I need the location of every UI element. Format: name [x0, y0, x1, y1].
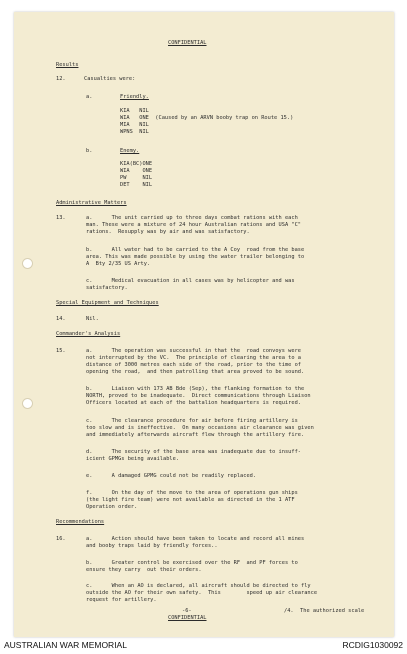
- archive-record-id: RCDIG1030092: [342, 640, 403, 650]
- para-line: and immediately afterwards aircraft flew through the artillery fire.: [86, 432, 305, 438]
- para-line: request for artillery.: [86, 597, 157, 603]
- friendly-heading: Friendly.: [120, 94, 149, 100]
- para-line: rations. Resupply was by air and was satisfactory.: [86, 229, 250, 235]
- page-number: -6-: [182, 608, 192, 614]
- para-number: 12.: [56, 76, 66, 82]
- casualty-row: MIA NIL: [120, 122, 149, 128]
- para-number: 15.: [56, 348, 66, 354]
- section-heading-admin: Administrative Matters: [56, 200, 127, 206]
- para-line: b. Liaison with 173 AB Bde (Sep), the flanking formation to the: [86, 386, 305, 392]
- para-text: Nil.: [86, 316, 99, 322]
- para-number: 13.: [56, 215, 66, 221]
- para-line: b. All water had to be carried to the A Coy road from the base: [86, 247, 305, 253]
- para-line: area. This was made possible by using the water trailer belonging to: [86, 254, 305, 260]
- para-line: distance of 3000 metres each side of the road, prior to the time of: [86, 362, 302, 368]
- para-line: opening the road, and then patrolling that area proved to be sound.: [86, 369, 305, 375]
- para-line: c. When an AO is declared, all aircraft should be directed to fly: [86, 583, 311, 589]
- archive-source: AUSTRALIAN WAR MEMORIAL: [4, 640, 127, 650]
- para-line: Officers located at each of the battalion headquarters is required.: [86, 400, 302, 406]
- para-line: satisfactory.: [86, 285, 128, 291]
- para-line: NORTH, proved to be inadequate. Direct communications through Liaison: [86, 393, 311, 399]
- classification-header: CONFIDENTIAL: [168, 40, 207, 46]
- para-line: a. The unit carried up to three days combat rations with each: [86, 215, 298, 221]
- sub-label: a.: [86, 94, 93, 100]
- enemy-heading: Enemy.: [120, 148, 140, 154]
- para-line: (the light fire team) were not available as directed in the 1 ATF: [86, 497, 295, 503]
- para-line: man. These were a mixture of 24 hour Australian rations and USA "C": [86, 222, 302, 228]
- para-text: Casualties were:: [84, 76, 136, 82]
- para-line: b. Greater control be exercised over the RF and PF forces to: [86, 560, 298, 566]
- para-number: 14.: [56, 316, 66, 322]
- para-line: too slow and is ineffective. On many occasions air clearance was given: [86, 425, 314, 431]
- section-heading-recommendations: Recommendations: [56, 519, 105, 525]
- para-line: f. On the day of the move to the area of operations gun ships: [86, 490, 298, 496]
- sub-label: b.: [86, 148, 93, 154]
- section-heading-results: Results: [56, 62, 79, 68]
- para-line: c. The clearance procedure for air before firing artillery is: [86, 418, 298, 424]
- para-line: outside the AO for their own safety. This speed up air clearance: [86, 590, 318, 596]
- para-line: c. Medical evacuation in all cases was by helicopter and was: [86, 278, 295, 284]
- para-line: d. The security of the base area was inadequate due to insuff-: [86, 449, 302, 455]
- casualty-row: WIA ONE (Caused by an ARVN booby trap on Route 15.): [120, 115, 294, 121]
- para-line: Operation order.: [86, 504, 138, 510]
- casualty-row: KIA(BC)ONE: [120, 161, 153, 167]
- para-line: ensure they carry out their orders.: [86, 567, 202, 573]
- section-heading-special: Special Equipment and Techniques: [56, 300, 159, 306]
- section-heading-analysis: Commander's Analysis: [56, 331, 121, 337]
- para-line: icient GPMGs being available.: [86, 456, 180, 462]
- para-line: and booby traps laid by friendly forces..: [86, 543, 218, 549]
- casualty-row: KIA NIL: [120, 108, 149, 114]
- casualty-row: WPNS NIL: [120, 129, 149, 135]
- casualty-row: PW NIL: [120, 175, 153, 181]
- casualty-row: DET NIL: [120, 182, 153, 188]
- para-line: A Bty 2/35 US Arty.: [86, 261, 151, 267]
- para-line: a. The operation was successful in that the road convoys were: [86, 348, 302, 354]
- punch-hole: [22, 258, 33, 269]
- continuation-note: /4. The authorized scale: [284, 608, 365, 614]
- para-number: 16.: [56, 536, 66, 542]
- classification-footer: CONFIDENTIAL: [168, 615, 207, 621]
- para-line: not interrupted by the VC. The principle of clearing the area to a: [86, 355, 302, 361]
- para-line: e. A damaged GPMG could not be readily replaced.: [86, 473, 257, 479]
- punch-hole: [22, 398, 33, 409]
- casualty-row: WIA ONE: [120, 168, 153, 174]
- para-line: a. Action should have been taken to locate and record all mines: [86, 536, 305, 542]
